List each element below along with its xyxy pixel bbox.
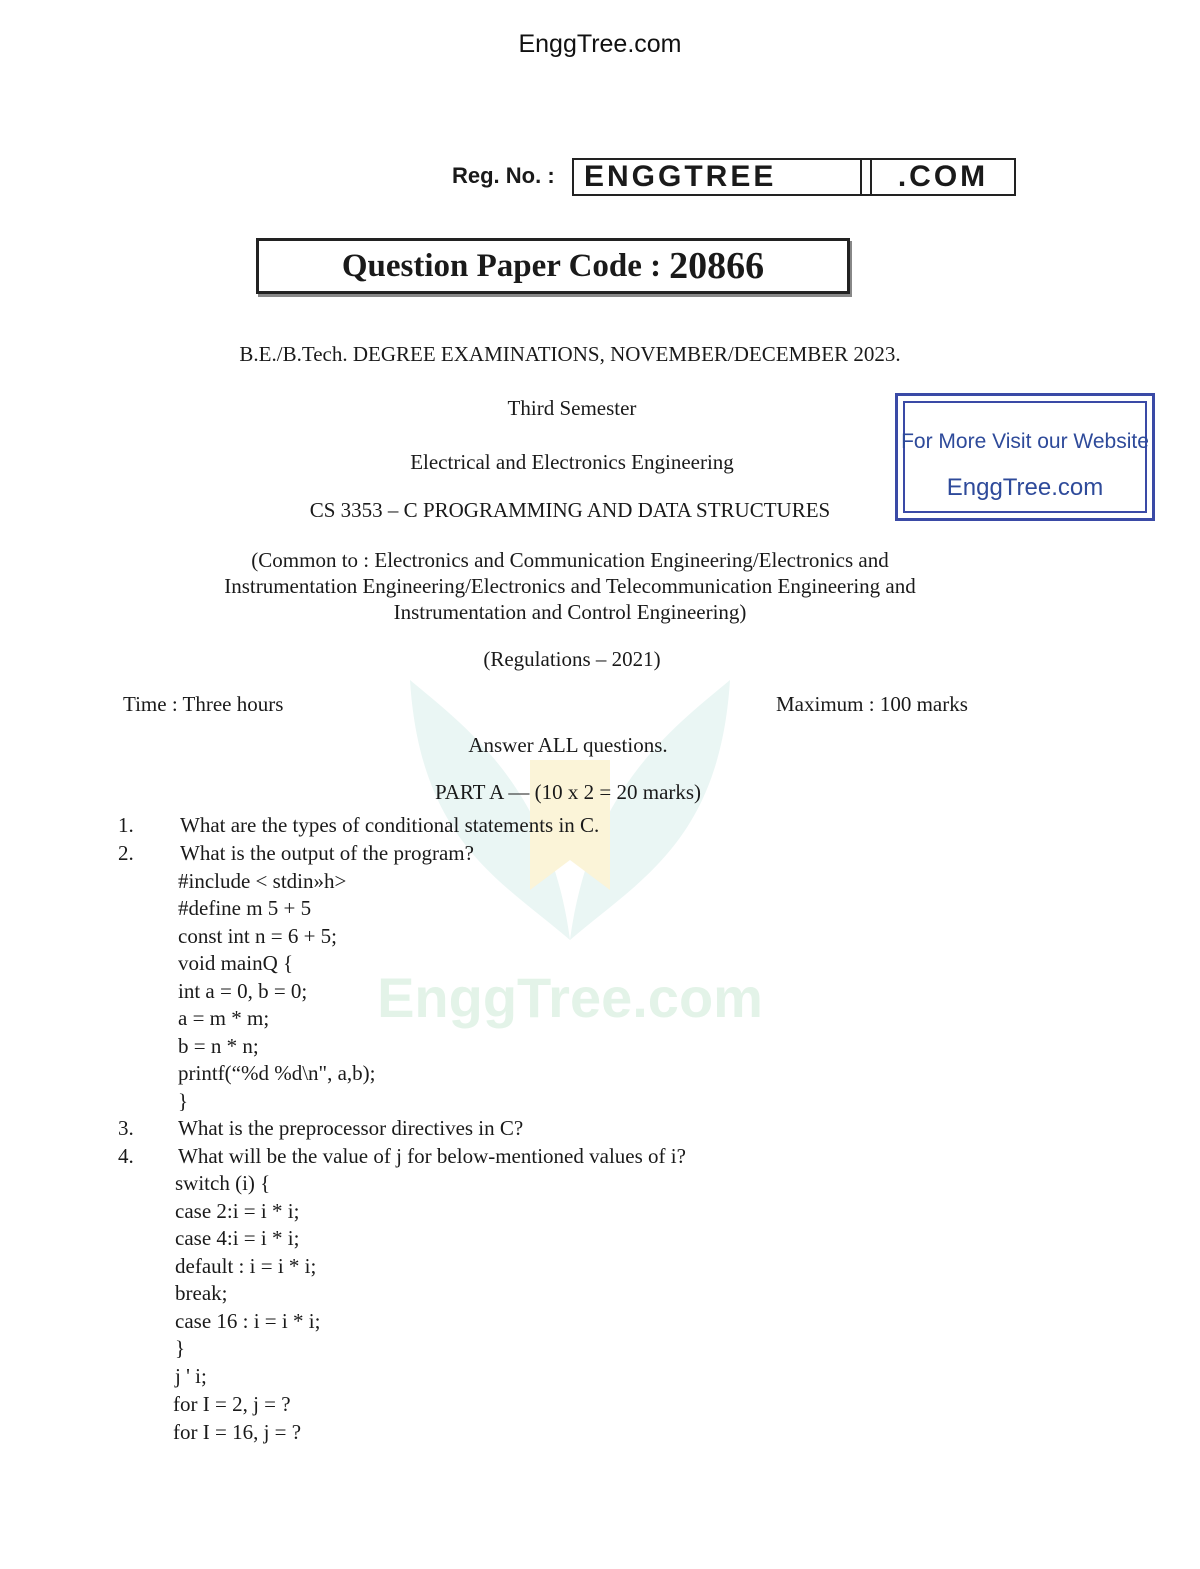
exam-time: Time : Three hours <box>123 692 284 716</box>
question-paper-code: 20866 <box>669 245 765 287</box>
code-line: printf(“%d %d\n", a,b); <box>178 1061 376 1085</box>
code-line: case 2:i = i * i; <box>175 1199 300 1223</box>
part-a-heading: PART A — (10 x 2 = 20 marks) <box>434 780 702 804</box>
code-line: const int n = 6 + 5; <box>178 924 338 948</box>
instruction: Answer ALL questions. <box>468 733 668 757</box>
exam-title: B.E./B.Tech. DEGREE EXAMINATIONS, NOVEMBER/DECEMBER 2023. <box>239 342 901 366</box>
code-line: void mainQ { <box>178 951 294 975</box>
question-paper-code-box <box>256 238 850 294</box>
code-line: break; <box>175 1281 228 1305</box>
code-line: a = m * m; <box>178 1006 270 1030</box>
reg-no-label: Reg. No. : <box>452 163 555 188</box>
common-to-line-1: (Common to : Electronics and Communication Engineering/Electronics and <box>251 548 889 572</box>
question-number: 4. <box>118 1144 134 1168</box>
code-line: #define m 5 + 5 <box>178 896 312 920</box>
code-line: #include < stdin»h> <box>178 869 347 893</box>
code-line: } <box>178 1089 189 1113</box>
question-number: 2. <box>118 841 134 865</box>
code-line: default : i = i * i; <box>175 1254 317 1278</box>
website-promo-box <box>895 393 1155 521</box>
department: Electrical and Electronics Engineering <box>410 450 734 474</box>
question-text: What is the output of the program? <box>180 841 474 865</box>
common-to-line-3: Instrumentation and Control Engineering) <box>393 600 747 624</box>
code-line: switch (i) { <box>175 1171 271 1195</box>
maximum-marks: Maximum : 100 marks <box>776 692 968 716</box>
regulations: (Regulations – 2021) <box>483 647 661 671</box>
reg-no-box <box>572 158 1016 196</box>
question-number: 3. <box>118 1116 134 1140</box>
code-line: for I = 2, j = ? <box>173 1392 291 1416</box>
code-line: } <box>175 1336 186 1360</box>
site-header: EnggTree.com <box>518 30 682 58</box>
code-line: b = n * n; <box>178 1034 259 1058</box>
promo-line-site: EnggTree.com <box>946 474 1104 501</box>
common-to-line-2: Instrumentation Engineering/Electronics and Telecommunication Engineering and <box>224 574 916 598</box>
code-line: int a = 0, b = 0; <box>178 979 308 1003</box>
promo-line-visit: For More Visit our Website <box>901 430 1149 453</box>
code-line: case 4:i = i * i; <box>175 1226 300 1250</box>
code-line: j ' i; <box>175 1364 207 1388</box>
question-text: What are the types of conditional statements in C. <box>180 813 600 837</box>
semester: Third Semester <box>507 396 637 420</box>
reg-no-part2: .COM <box>870 160 1014 194</box>
watermark-text: EnggTree.com <box>377 966 763 1029</box>
question-text: What will be the value of j for below-mentioned values of i? <box>178 1144 686 1168</box>
course-title: CS 3353 – C PROGRAMMING AND DATA STRUCTURES <box>309 498 831 522</box>
question-number: 1. <box>118 813 134 837</box>
code-line: for I = 16, j = ? <box>173 1420 302 1444</box>
code-line: case 16 : i = i * i; <box>175 1309 321 1333</box>
question-text: What is the preprocessor directives in C? <box>178 1116 524 1140</box>
reg-no-part1: ENGGTREE <box>574 160 862 194</box>
question-paper-code-label: Question Paper Code : <box>341 247 662 284</box>
